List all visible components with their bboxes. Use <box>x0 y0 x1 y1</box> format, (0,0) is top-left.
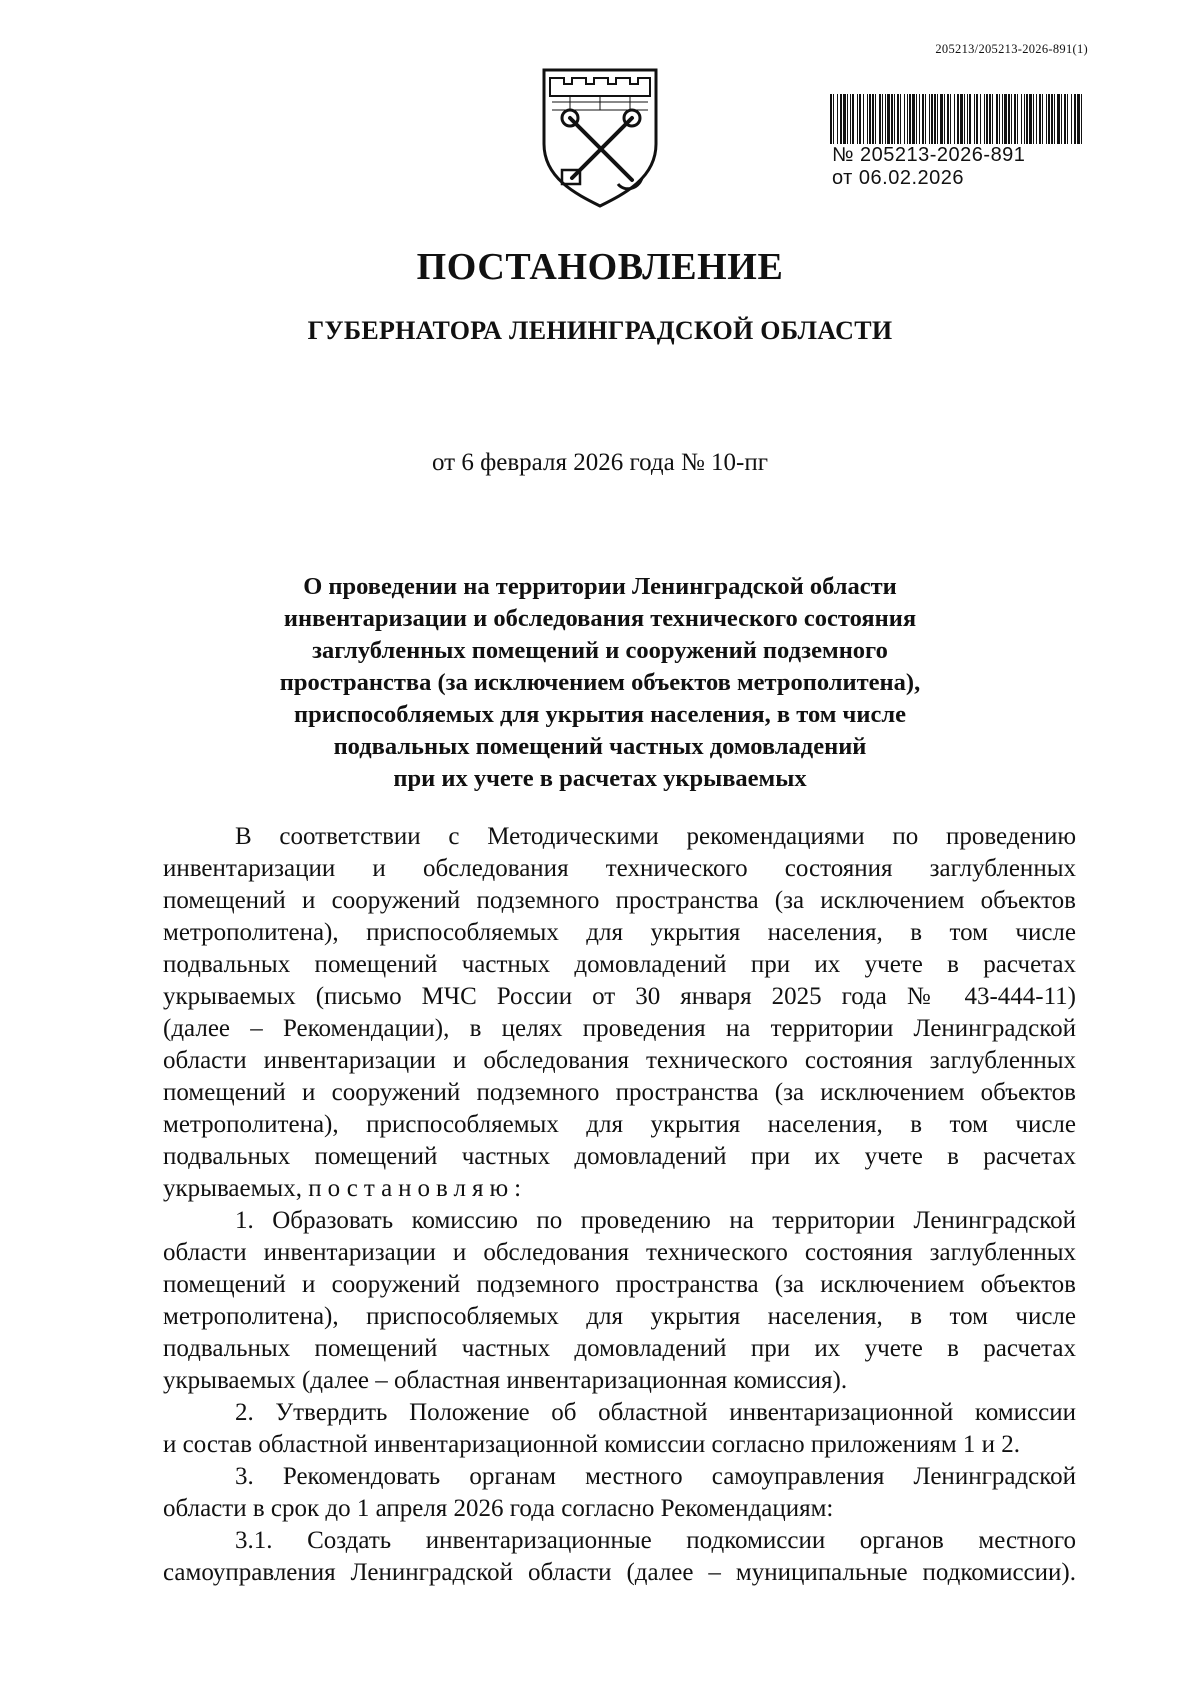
body-line: помещений и сооружений подземного пространства (за исключением объектов <box>163 887 1076 914</box>
heading-line: О проведении на территории Ленинградской области <box>303 573 897 600</box>
clause-3: 3. Рекомендовать органам местного самоуправления Ленинградской <box>235 1463 1076 1490</box>
body-line <box>163 1173 1076 1205</box>
body-line: метрополитена), приспособляемых для укрытия населения, в том числе <box>163 1111 1076 1138</box>
document-id: 205213/205213-2026-891(1) <box>935 42 1088 56</box>
clause-3-1: 3.1. Создать инвентаризационные подкомиссии органов местного <box>235 1527 1076 1554</box>
body-line: помещений и сооружений подземного пространства (за исключением объектов <box>163 1079 1076 1106</box>
body-line: метрополитена), приспособляемых для укрытия населения, в том числе <box>163 919 1076 946</box>
heading-line: приспособляемых для укрытия населения, в том числе <box>294 701 906 728</box>
clause-1: 1. Образовать комиссию по проведению на территории Ленинградской <box>235 1207 1076 1234</box>
document-subtitle: ГУБЕРНАТОРА ЛЕНИНГРАДСКОЙ ОБЛАСТИ <box>307 316 893 345</box>
body-line: В соответствии с Методическими рекомендациями по проведению <box>235 823 1076 850</box>
registration-number: № 205213-2026-891 <box>832 144 1026 166</box>
clause-2: 2. Утвердить Положение об областной инвентаризационной комиссии <box>235 1399 1076 1426</box>
heading-line: пространства (за исключением объектов метрополитена), <box>279 669 921 696</box>
coat-of-arms-icon <box>540 66 660 208</box>
body-text: укрываемых, <box>163 1175 302 1202</box>
body-line: самоуправления Ленинградской области (далее – муниципальные подкомиссии). <box>163 1559 1076 1586</box>
body-line: области в срок до 1 апреля 2026 года согласно Рекомендациям: <box>163 1495 834 1522</box>
document-date-number: от 6 февраля 2026 года № 10-пг <box>431 449 769 476</box>
heading-line: инвентаризации и обследования технического состояния <box>283 605 917 632</box>
body-line: помещений и сооружений подземного пространства (за исключением объектов <box>163 1271 1076 1298</box>
resolution-word: постановляю: <box>308 1175 528 1202</box>
body-line: (далее – Рекомендации), в целях проведения на территории Ленинградской <box>163 1015 1076 1042</box>
body-line: укрываемых (далее – областная инвентаризационная комиссия). <box>163 1367 848 1394</box>
heading-line: подвальных помещений частных домовладений <box>333 733 867 760</box>
body-line: метрополитена), приспособляемых для укрытия населения, в том числе <box>163 1303 1076 1330</box>
body-line: области инвентаризации и обследования технического состояния заглубленных <box>163 1239 1076 1266</box>
barcode-icon <box>830 94 1083 144</box>
body-line: инвентаризации и обследования технического состояния заглубленных <box>163 855 1076 882</box>
document-title: ПОСТАНОВЛЕНИЕ <box>416 246 784 288</box>
registration-date: от 06.02.2026 <box>832 167 964 189</box>
body-line: укрываемых (письмо МЧС России от 30 января 2025 года № 43-444-11) <box>163 983 1076 1010</box>
heading-line: заглубленных помещений и сооружений подземного <box>312 637 888 664</box>
body-line: подвальных помещений частных домовладений при их учете в расчетах <box>163 1143 1076 1170</box>
body-line: и состав областной инвентаризационной комиссии согласно приложениям 1 и 2. <box>163 1431 1021 1458</box>
heading-line: при их учете в расчетах укрываемых <box>393 765 807 792</box>
body-line: области инвентаризации и обследования технического состояния заглубленных <box>163 1047 1076 1074</box>
document-heading <box>200 571 1000 795</box>
body-line: подвальных помещений частных домовладений при их учете в расчетах <box>163 951 1076 978</box>
body-line: подвальных помещений частных домовладений при их учете в расчетах <box>163 1335 1076 1362</box>
document-body <box>163 821 1076 1589</box>
